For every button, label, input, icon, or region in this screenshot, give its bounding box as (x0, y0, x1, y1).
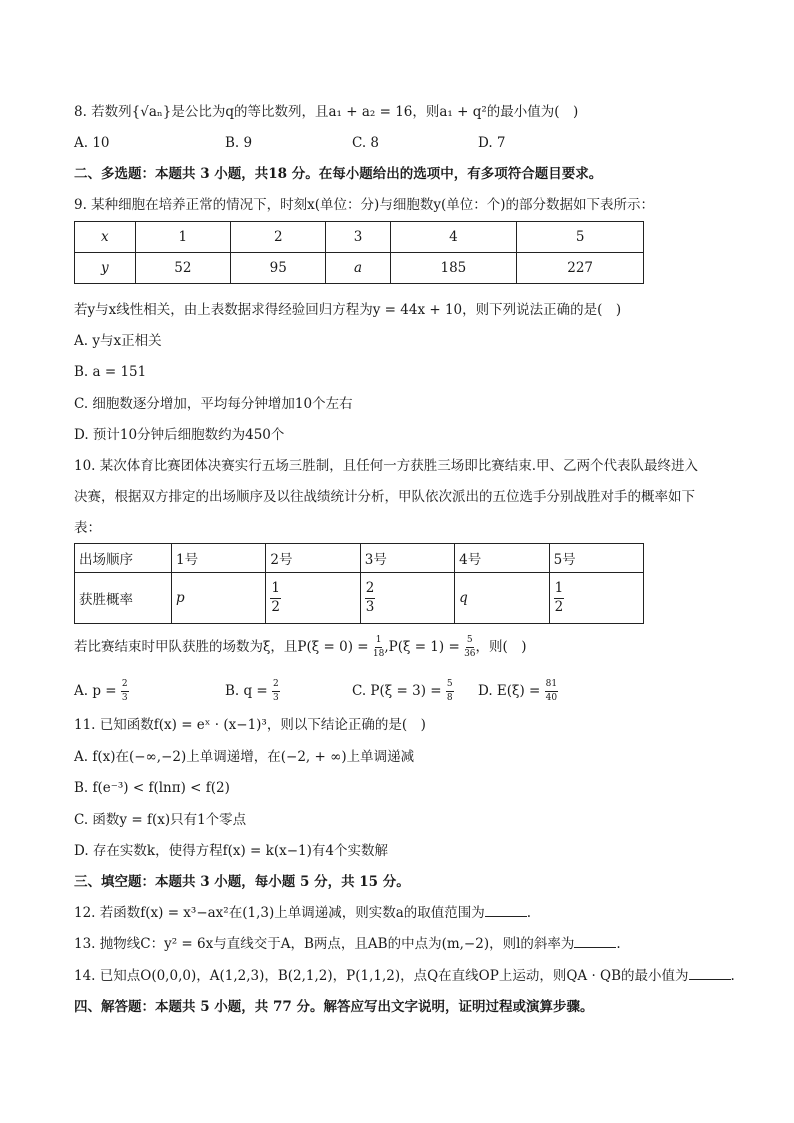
q10-probability-table (74, 543, 644, 624)
q9-option-c: C. 细胞数逐分增加，平均每分钟增加10个左右 (74, 396, 353, 412)
table-cell: 2号 (266, 544, 360, 573)
fraction: $\frac{2}{3}$ (365, 580, 375, 615)
table-cell: q (455, 573, 549, 624)
fraction: $\frac{1}{18}$ (372, 635, 385, 659)
answer-blank[interactable] (485, 904, 527, 917)
q10-followup (74, 636, 527, 659)
section-4-heading: 四、解答题：本题共 5 小题，共 77 分。解答应写出文字说明，证明过程或演算步骤。 (74, 999, 594, 1015)
q10-option-a: A. p = $\frac{2}{3}$ (74, 679, 128, 703)
table-cell: 1 (135, 222, 230, 253)
table-cell: 5 (517, 222, 644, 253)
q8-option-d: D. 7 (478, 135, 506, 151)
fraction: $\frac{5}{8}$ (446, 679, 453, 703)
q13-text: 13. 抛物线C：y² = 6x与直线交于A，B两点，且AB的中点为(m,−2)，则l的斜率为 (74, 936, 575, 952)
answer-blank[interactable] (689, 967, 731, 980)
q9-data-table (74, 221, 644, 284)
q10-option-c: C. P(ξ = 3) = $\frac{5}{8}$ (352, 679, 453, 703)
table-row (75, 222, 644, 253)
q12-text: 12. 若函数f(x) = x³−ax²在(1,3)上单调递减，则实数a的取值范围为 (74, 905, 485, 921)
section-3-heading: 三、填空题：本题共 3 小题，每小题 5 分，共 15 分。 (74, 874, 410, 890)
table-row (75, 544, 644, 573)
q10-followup-text: ,P(ξ = 1) = (384, 639, 460, 655)
q12: 12. 若函数f(x) = x³−ax²在(1,3)上单调递减，则实数a的取值范围为 . (74, 905, 532, 921)
q9-option-b: B. a = 151 (74, 364, 147, 380)
table-cell (266, 573, 360, 624)
table-cell: 5号 (549, 544, 643, 573)
q8-option-a: A. 10 (74, 135, 110, 151)
q9-stem: 9. 某种细胞在培养正常的情况下，时刻x(单位：分)与细胞数y(单位：个)的部分数据如下表所示： (74, 197, 654, 213)
q8-option-c: C. 8 (352, 135, 380, 151)
table-cell: 4号 (455, 544, 549, 573)
answer-blank[interactable] (574, 935, 616, 948)
q10-option-d: D. E(ξ) = $\frac{81}{40}$ (478, 679, 558, 703)
fraction: $\frac{1}{2}$ (554, 580, 564, 615)
q11-option-a: A. f(x)在(−∞,−2)上单调递增，在(−2, + ∞)上单调递减 (74, 749, 415, 765)
table-cell: 出场顺序 (75, 544, 172, 573)
q8-stem: 8. 若数列{√aₙ}是公比为q的等比数列，且a₁ + a₂ = 16，则a₁ + q²的最小值为( ) (74, 104, 579, 120)
table-cell: 获胜概率 (75, 573, 172, 624)
q11-stem: 11. 已知函数f(x) = eˣ · (x−1)³，则以下结论正确的是( ) (74, 717, 426, 733)
table-cell: 52 (135, 253, 230, 284)
table-cell: y (75, 253, 136, 284)
table-cell: 227 (517, 253, 644, 284)
q13: 13. 抛物线C：y² = 6x与直线交于A，B两点，且AB的中点为(m,−2)，则l的斜率为 . (74, 936, 621, 952)
q8-option-b: B. 9 (225, 135, 253, 151)
q9-followup: 若y与x线性相关，由上表数据求得经验回归方程为y = 44x + 10，则下列说法正确的是( ) (74, 302, 622, 318)
table-cell: 95 (231, 253, 326, 284)
q14-text: 14. 已知点O(0,0,0)，A(1,2,3)，B(2,1,2)，P(1,1,2)，点Q在直线OP上运动，则QA · QB的最小值为 (74, 968, 689, 984)
q14: 14. 已知点O(0,0,0)，A(1,2,3)，B(2,1,2)，P(1,1,2)，点Q在直线OP上运动，则QA · QB的最小值为 . (74, 968, 735, 984)
table-row (75, 573, 644, 624)
table-row (75, 253, 644, 284)
table-cell (360, 573, 454, 624)
q10-stem-line-2: 决赛，根据双方排定的出场顺序及以往战绩统计分析，甲队依次派出的五位选手分别战胜对手的概率如下 (74, 489, 695, 505)
q9-option-a: A. y与x正相关 (74, 333, 162, 349)
fraction: $\frac{5}{36}$ (464, 635, 476, 659)
fraction: $\frac{2}{3}$ (273, 679, 279, 703)
q10-option-b: B. q = $\frac{2}{3}$ (225, 679, 279, 703)
table-cell (549, 573, 643, 624)
table-cell: p (172, 573, 266, 624)
q11-option-c: C. 函数y = f(x)只有1个零点 (74, 812, 247, 828)
section-2-heading: 二、多选题：本题共 3 小题，共18 分。在每小题给出的选项中，有多项符合题目要求。 (74, 166, 603, 182)
table-cell: 185 (390, 253, 517, 284)
table-cell: a (326, 253, 390, 284)
table-cell: 3 (326, 222, 390, 253)
q10-stem-line-3: 表： (74, 520, 101, 536)
q10-followup-text: ，则( ) (475, 639, 527, 655)
fraction: $\frac{81}{40}$ (545, 679, 558, 703)
table-cell: x (75, 222, 136, 253)
table-cell: 3号 (360, 544, 454, 573)
q9-option-d: D. 预计10分钟后细胞数约为450个 (74, 427, 285, 443)
table-cell: 4 (390, 222, 517, 253)
table-cell: 2 (231, 222, 326, 253)
q11-option-d: D. 存在实数k，使得方程f(x) = k(x−1)有4个实数解 (74, 843, 388, 859)
fraction: $\frac{2}{3}$ (121, 679, 128, 703)
fraction: $\frac{1}{2}$ (271, 580, 280, 615)
q10-stem-line-1: 10. 某次体育比赛团体决赛实行五场三胜制，且任何一方获胜三场即比赛结束.甲、乙两个代表队最终进入 (74, 458, 699, 474)
table-cell: 1号 (172, 544, 266, 573)
q10-followup-text: 若比赛结束时甲队获胜的场数为ξ，且P(ξ = 0) = (74, 639, 369, 655)
q11-option-b: B. f(e⁻³) < f(lnπ) < f(2) (74, 780, 230, 796)
